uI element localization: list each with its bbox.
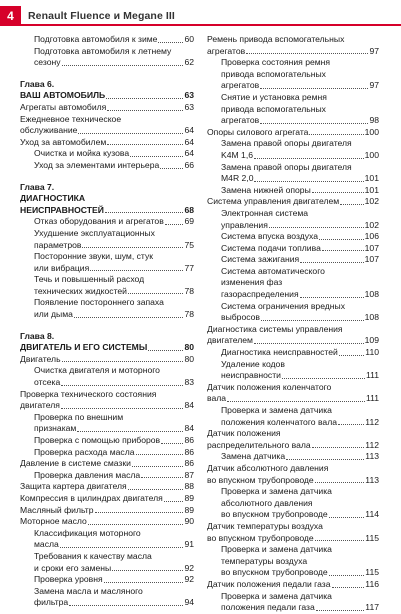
- toc-subentry[interactable]: [207, 544, 379, 579]
- page-number: 101: [364, 184, 379, 195]
- dot-leader: [309, 134, 363, 135]
- dot-leader: [338, 424, 364, 425]
- dot-leader: [315, 540, 365, 541]
- dot-leader: [61, 385, 183, 386]
- entry-text: фильтра: [34, 597, 69, 608]
- toc-subentry[interactable]: [20, 586, 194, 609]
- toc-subentry[interactable]: [207, 451, 379, 463]
- toc-subentry[interactable]: [20, 274, 194, 297]
- dot-leader: [62, 361, 184, 362]
- dot-leader: [282, 378, 365, 379]
- dot-leader: [300, 297, 364, 298]
- toc-entry[interactable]: [207, 463, 379, 486]
- dot-leader: [269, 227, 364, 228]
- chapter-heading: Глава 6.: [20, 78, 55, 89]
- entry-text: агрегатов: [221, 115, 260, 126]
- entry-text: Проверка технического состояния: [20, 388, 157, 399]
- entry-text: положения коленчатого вала: [221, 416, 337, 427]
- entry-text: обслуживание: [20, 125, 78, 136]
- toc-subentry[interactable]: [20, 216, 194, 228]
- dot-leader: [254, 343, 364, 344]
- dot-leader: [128, 489, 184, 490]
- page-number: 98: [369, 115, 379, 126]
- entry-text: Проверка и замена датчика: [221, 590, 332, 601]
- entry-text: распределительного вала: [207, 439, 311, 450]
- entry-text: газораспределения: [221, 289, 299, 300]
- page-number: 100: [364, 126, 379, 137]
- page-number: 90: [184, 516, 194, 527]
- entry-text: Течь и повышенный расход: [34, 274, 145, 285]
- entry-text: Система подачи топлива: [221, 242, 321, 253]
- page-number: 97: [369, 45, 379, 56]
- page-number: 102: [364, 219, 379, 230]
- entry-text: во впускном трубопроводе: [221, 509, 328, 520]
- dot-leader: [332, 587, 365, 588]
- toc-subentry[interactable]: [20, 365, 194, 388]
- page-number: 94: [184, 597, 194, 608]
- entry-text: Опоры силового агрегата: [207, 126, 309, 137]
- page-number: 86: [184, 458, 194, 469]
- entry-text: ДИАГНОСТИКА: [20, 193, 86, 204]
- dot-leader: [300, 262, 363, 263]
- page-number: 83: [184, 377, 194, 388]
- entry-text: параметров: [34, 239, 82, 250]
- toc-subentry[interactable]: [20, 46, 194, 69]
- toc-subentry[interactable]: [207, 57, 379, 92]
- page-number: 75: [184, 239, 194, 250]
- toc-subentry[interactable]: [207, 301, 379, 324]
- entry-text: Проверка и замена датчика: [221, 405, 332, 415]
- entry-text: двигателя: [20, 400, 60, 411]
- entry-text: Система ограничения вредных: [221, 300, 346, 311]
- toc-subentry[interactable]: [207, 92, 379, 127]
- page-number: 80: [184, 353, 194, 364]
- entry-text: масла: [34, 539, 59, 550]
- toc-entry[interactable]: [207, 127, 379, 139]
- dot-leader: [312, 192, 364, 193]
- entry-text: Датчик положения педали газа: [207, 578, 331, 589]
- toc-entry[interactable]: [20, 354, 194, 366]
- page-number: 110: [365, 347, 379, 358]
- entry-text: выбросов: [221, 312, 260, 323]
- page-number: 89: [184, 504, 194, 515]
- entry-text: Датчик положения коленчатого: [207, 381, 332, 392]
- toc-entry[interactable]: [20, 389, 194, 412]
- entry-text: управления: [221, 219, 268, 230]
- entry-text: Система автоматического: [221, 265, 325, 276]
- dot-leader: [106, 98, 183, 99]
- entry-text: Замена правой опоры двигателя: [221, 138, 352, 149]
- page-number: 63: [184, 90, 194, 101]
- page-number: 86: [184, 446, 194, 457]
- entry-text: агрегатов: [221, 80, 260, 91]
- entry-text: Электронная система: [221, 207, 309, 218]
- dot-leader: [246, 53, 368, 54]
- entry-text: Проверка по внешним: [34, 411, 124, 422]
- entry-text: вала: [207, 393, 227, 404]
- dot-leader: [74, 317, 184, 318]
- dot-leader: [261, 320, 364, 321]
- entry-text: во впускном трубопроводе: [207, 474, 314, 485]
- page-number: 108: [364, 289, 379, 300]
- entry-text: или дыма: [34, 309, 73, 320]
- toc-subentry[interactable]: [207, 254, 379, 266]
- entry-text: Система впуска воздуха: [221, 231, 319, 242]
- dot-leader: [69, 605, 183, 606]
- entry-text: ВАШ АВТОМОБИЛЬ: [20, 90, 106, 101]
- entry-text: Проверка уровня: [34, 574, 103, 585]
- page-number: 78: [184, 309, 194, 320]
- page-number: 113: [365, 451, 379, 462]
- page-number: 84: [184, 423, 194, 434]
- toc-entry[interactable]: [20, 458, 194, 470]
- chapter-heading: Глава 8.: [20, 330, 55, 341]
- header-divider: [21, 24, 401, 26]
- toc-entry[interactable]: [207, 521, 379, 544]
- entry-text: Проверка расхода масла: [34, 446, 135, 457]
- entry-text: технических жидкостей: [34, 285, 127, 296]
- entry-text: Диагностика системы управления: [207, 323, 343, 334]
- page-number: 89: [184, 492, 194, 503]
- entry-text: Двигатель: [20, 353, 61, 364]
- page-number: 111: [365, 370, 379, 381]
- dot-leader: [95, 512, 184, 513]
- page-number: 115: [365, 532, 379, 543]
- entry-text: Система зажигания: [221, 254, 300, 265]
- entry-text: Диагностика неисправностей: [221, 347, 338, 358]
- dot-leader: [158, 42, 183, 43]
- toc-subentry[interactable]: [207, 405, 379, 428]
- toc-subentry[interactable]: [20, 251, 194, 274]
- page-number: 92: [184, 574, 194, 585]
- dot-leader: [312, 447, 365, 448]
- chapter-title-entry[interactable]: [20, 193, 194, 216]
- entry-text: во впускном трубопроводе: [221, 567, 328, 578]
- dot-leader: [329, 575, 365, 576]
- page-number: 68: [184, 204, 194, 215]
- entry-text: Система управления двигателем: [207, 196, 340, 207]
- page-number: 63: [184, 101, 194, 112]
- entry-text: Проверка и замена датчика: [221, 544, 332, 555]
- entry-text: Компрессия в цилиндрах двигателя: [20, 492, 163, 503]
- page-number: 100: [364, 149, 379, 160]
- toc-entry[interactable]: [207, 382, 379, 405]
- toc-subentry[interactable]: [20, 160, 194, 172]
- toc-entry[interactable]: [207, 324, 379, 347]
- entry-text: Удаление кодов: [221, 358, 285, 369]
- toc-subentry[interactable]: [207, 266, 379, 301]
- entry-text: Моторное масло: [20, 516, 87, 527]
- toc-subentry[interactable]: [207, 185, 379, 197]
- dot-leader: [82, 247, 183, 248]
- page-number: 112: [365, 439, 379, 450]
- page-number: 112: [365, 416, 379, 427]
- toc-entry[interactable]: [20, 481, 194, 493]
- dot-leader: [60, 547, 184, 548]
- page-number: 91: [184, 539, 194, 550]
- page-number: 80: [184, 342, 194, 353]
- dot-leader: [260, 123, 368, 124]
- toc-left-column: [20, 34, 194, 609]
- dot-leader: [141, 477, 183, 478]
- entry-text: Давление в системе смазки: [20, 458, 131, 469]
- dot-leader: [316, 610, 365, 611]
- page-header: [0, 0, 401, 29]
- entry-text: Замена датчика: [221, 451, 286, 462]
- entry-text: Замена масла и масляного: [34, 585, 143, 596]
- entry-text: сезону: [34, 57, 61, 68]
- entry-text: Датчик температуры воздуха: [207, 520, 323, 531]
- page-number: 87: [184, 469, 194, 480]
- toc-subentry[interactable]: [207, 359, 379, 382]
- toc-entry[interactable]: [20, 114, 194, 137]
- dot-leader: [90, 270, 183, 271]
- page-number: 102: [364, 196, 379, 207]
- page-number: 64: [184, 148, 194, 159]
- dot-leader: [329, 517, 365, 518]
- entry-text: Классификация моторного: [34, 527, 141, 538]
- entry-text: Ежедневное техническое: [20, 113, 122, 124]
- entry-text: Очистка двигателя и моторного: [34, 365, 160, 376]
- entry-text: или вибрация: [34, 262, 90, 273]
- page-number: 111: [365, 393, 379, 404]
- dot-leader: [254, 181, 363, 182]
- toc-right-column: [207, 34, 379, 614]
- page-number: 62: [184, 57, 194, 68]
- entry-text: агрегатов: [207, 45, 246, 56]
- toc-subentry[interactable]: [20, 574, 194, 586]
- dot-leader: [227, 401, 365, 402]
- dot-leader: [286, 459, 364, 460]
- entry-text: Отказ оборудования и агрегатов: [34, 216, 164, 227]
- entry-text: Уход за элементами интерьера: [34, 159, 160, 170]
- toc-subentry[interactable]: [207, 591, 379, 614]
- entry-text: Агрегаты автомобиля: [20, 101, 107, 112]
- page-number: 108: [364, 312, 379, 323]
- entry-text: температуры воздуха: [221, 555, 308, 566]
- page-number: 107: [364, 254, 379, 265]
- dot-leader: [107, 110, 183, 111]
- dot-leader: [339, 355, 364, 356]
- dot-leader: [128, 293, 183, 294]
- entry-text: Проверка состояния ремня: [221, 57, 331, 68]
- entry-text: и сроки его замены: [34, 562, 112, 573]
- entry-text: привода вспомогательных: [221, 68, 326, 79]
- toc-subentry[interactable]: [20, 528, 194, 551]
- entry-text: Ремень привода вспомогательных: [207, 34, 345, 44]
- page-number: 78: [184, 285, 194, 296]
- toc-subentry[interactable]: [20, 148, 194, 160]
- dot-leader: [164, 501, 184, 502]
- entry-text: Датчик положения: [207, 428, 281, 439]
- page-number: 69: [184, 216, 194, 227]
- page-number: 117: [365, 602, 379, 613]
- entry-text: Снятие и установка ремня: [221, 91, 327, 102]
- entry-text: отсека: [34, 377, 61, 388]
- entry-text: Замена нижней опоры: [221, 184, 311, 195]
- entry-text: НЕИСПРАВНОСТЕЙ: [20, 204, 104, 215]
- entry-text: K4M 1,6: [221, 149, 254, 160]
- toc-subentry[interactable]: [207, 347, 379, 359]
- entry-text: положения педали газа: [221, 602, 315, 613]
- toc-subentry[interactable]: [20, 551, 194, 574]
- entry-text: Подготовка автомобиля к летнему: [34, 45, 172, 56]
- page-number: 64: [184, 125, 194, 136]
- dot-leader: [62, 65, 184, 66]
- toc-subentry[interactable]: [207, 138, 379, 161]
- toc-entry[interactable]: [20, 493, 194, 505]
- page-number: 109: [364, 335, 379, 346]
- page-number: 88: [184, 481, 194, 492]
- entry-text: признакам: [34, 423, 77, 434]
- page-number: 114: [365, 509, 379, 520]
- entry-text: Требования к качеству масла: [34, 550, 152, 561]
- entry-text: изменения фаз: [221, 277, 283, 288]
- dot-leader: [160, 168, 183, 169]
- dot-leader: [105, 212, 184, 213]
- page-number: 113: [365, 474, 379, 485]
- page-number: 77: [184, 262, 194, 273]
- entry-text: Уход за автомобилем: [20, 136, 107, 147]
- toc-subentry[interactable]: [207, 162, 379, 185]
- entry-text: Проверка и замена датчика: [221, 486, 332, 497]
- toc-entry[interactable]: [20, 137, 194, 149]
- entry-text: Ухудшение эксплуатационных: [34, 227, 155, 238]
- toc-entry[interactable]: [20, 505, 194, 517]
- toc-subentry[interactable]: [20, 34, 194, 46]
- toc-subentry[interactable]: [20, 412, 194, 435]
- toc-entry[interactable]: [207, 428, 379, 451]
- toc-subentry[interactable]: [207, 231, 379, 243]
- page-number: 66: [184, 159, 194, 170]
- entry-text: Появление постороннего запаха: [34, 297, 164, 308]
- dot-leader: [315, 482, 365, 483]
- entry-text: Посторонние звуки, шум, стук: [34, 251, 154, 262]
- dot-leader: [340, 204, 363, 205]
- dot-leader: [112, 570, 183, 571]
- toc-entry[interactable]: [20, 516, 194, 528]
- dot-leader: [322, 250, 364, 251]
- toc-subentry[interactable]: [20, 297, 194, 320]
- dot-leader: [107, 144, 183, 145]
- toc-subentry[interactable]: [20, 447, 194, 459]
- entry-text: Замена правой опоры двигателя: [221, 161, 352, 172]
- page-number: 86: [184, 435, 194, 445]
- running-title: Renault Fluence и Megane III: [28, 10, 175, 22]
- dot-leader: [130, 156, 183, 157]
- entry-text: неисправности: [221, 370, 281, 381]
- dot-leader: [104, 582, 184, 583]
- entry-text: Датчик абсолютного давления: [207, 462, 329, 473]
- toc-entry[interactable]: [207, 34, 379, 57]
- entry-text: во впускном трубопроводе: [207, 532, 314, 543]
- entry-text: Очистка и мойка кузова: [34, 148, 130, 159]
- page-number: 116: [365, 578, 379, 589]
- dot-leader: [136, 454, 184, 455]
- dot-leader: [61, 408, 184, 409]
- dot-leader: [165, 224, 184, 225]
- entry-text: Защита картера двигателя: [20, 481, 127, 492]
- page-number: 84: [184, 400, 194, 411]
- dot-leader: [77, 431, 183, 432]
- toc-subentry[interactable]: [20, 470, 194, 482]
- page-number: 107: [364, 242, 379, 253]
- dot-leader: [319, 239, 364, 240]
- entry-text: Подготовка автомобиля к зиме: [34, 34, 158, 44]
- entry-text: ДВИГАТЕЛЬ И ЕГО СИСТЕМЫ: [20, 342, 148, 353]
- dot-leader: [148, 350, 183, 351]
- dot-leader: [161, 443, 183, 444]
- page-number: 97: [369, 80, 379, 91]
- toc-entry[interactable]: [20, 102, 194, 114]
- toc-subentry[interactable]: [207, 486, 379, 521]
- dot-leader: [254, 158, 364, 159]
- entry-text: двигателем: [207, 335, 253, 346]
- toc-entry[interactable]: [207, 196, 379, 208]
- entry-text: Масляный фильтр: [20, 504, 94, 515]
- page-number: 64: [184, 136, 194, 147]
- entry-text: M4R 2,0: [221, 173, 254, 184]
- entry-text: привода вспомогательных: [221, 103, 326, 114]
- entry-text: абсолютного давления: [221, 497, 313, 508]
- chapter-title-entry[interactable]: [20, 342, 194, 354]
- page-number: 92: [184, 562, 194, 573]
- dot-leader: [132, 466, 184, 467]
- toc-subentry[interactable]: [20, 435, 194, 447]
- entry-text: Проверка давления масла: [34, 469, 141, 480]
- toc-subentry[interactable]: [20, 228, 194, 251]
- dot-leader: [88, 524, 184, 525]
- toc-subentry[interactable]: [207, 243, 379, 255]
- dot-leader: [260, 88, 368, 89]
- entry-text: Проверка с помощью приборов: [34, 435, 161, 445]
- page-number-badge: 4: [0, 6, 21, 26]
- toc-subentry[interactable]: [207, 208, 379, 231]
- chapter-heading: Глава 7.: [20, 181, 55, 192]
- page-number: 106: [364, 231, 379, 242]
- page-number: 101: [364, 173, 379, 184]
- toc-entry[interactable]: [207, 579, 379, 591]
- dot-leader: [78, 133, 183, 134]
- chapter-title-entry[interactable]: [20, 90, 194, 102]
- page-number: 115: [365, 567, 379, 578]
- page-number: 60: [184, 34, 194, 44]
